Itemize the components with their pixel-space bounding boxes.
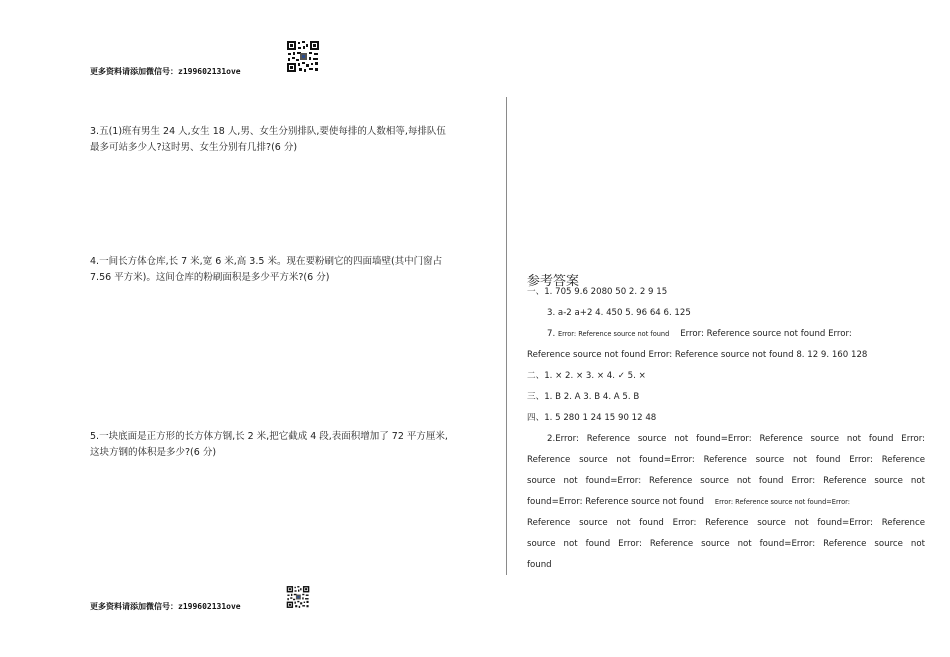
answer-line-3-small: Error: Reference source not found (557, 330, 670, 338)
answer-line-11 (527, 492, 925, 513)
answer-line-9: Reference source not found=Error: Reference source not found Error: Reference (527, 455, 925, 465)
answer-line-3-label: 7. (547, 329, 556, 339)
answer-line-11-small: Error: Reference source not found=Error: (714, 498, 850, 506)
question-3 (90, 124, 490, 156)
qr-code-icon-footer (286, 585, 310, 609)
question-5-line-2: 这块方钢的体积是多少?(6 分) (90, 447, 217, 458)
column-divider (506, 97, 507, 575)
answer-line-11-part-1: found=Error: Reference source not found (527, 497, 704, 507)
answer-line-6: 三、1. B 2. A 3. B 4. A 5. B (527, 392, 640, 402)
answer-line-12: Reference source not found Error: Reference source not found=Error: Reference (527, 518, 925, 528)
question-5 (90, 429, 490, 461)
header-wechat-note: 更多资料请添加微信号：z199602131ove (90, 67, 241, 76)
answer-line-13: source not found Error: Reference source not found=Error: Reference source not (527, 539, 925, 549)
answers-title: 参考答案 (527, 274, 580, 289)
question-3-line-1: 3.五(1)班有男生 24 人,女生 18 人,男、女生分别排队,要使每排的人数相等,每排队伍 (90, 126, 446, 137)
answer-line-5: 二、1. × 2. × 3. × 4. ✓ 5. × (527, 371, 646, 381)
question-4-line-2: 7.56 平方米)。这间仓库的粉刷面积是多少平方米?(6 分) (90, 272, 330, 283)
question-4 (90, 254, 490, 286)
qr-code-icon (286, 40, 320, 73)
question-5-line-1: 5.一块底面是正方形的长方体方钢,长 2 米,把它截成 4 段,表面积增加了 72 平方厘米, (90, 431, 448, 442)
answer-line-3 (527, 324, 925, 345)
answer-line-7: 四、1. 5 280 1 24 15 90 12 48 (527, 413, 657, 423)
answers-block (527, 282, 925, 576)
footer-wechat-note: 更多资料请添加微信号：z199602131ove (90, 602, 241, 611)
answer-line-2: 3. a-2 a+2 4. 450 5. 96 64 6. 125 (547, 308, 691, 318)
answer-line-1: 一、1. 705 9.6 2080 50 2. 2 9 15 (527, 287, 668, 297)
answer-line-10: source not found=Error: Reference source not found Error: Reference source not (527, 476, 925, 486)
answer-line-4: Reference source not found Error: Reference source not found 8. 12 9. 160 128 (527, 350, 868, 360)
question-4-line-1: 4.一间长方体仓库,长 7 米,宽 6 米,高 3.5 米。现在要粉刷它的四面墙壁(其中门窗占 (90, 256, 443, 267)
question-3-line-2: 最多可站多少人?这时男、女生分别有几排?(6 分) (90, 142, 298, 153)
answer-line-8: 2.Error: Reference source not found=Error: Reference source not found Error: (547, 434, 925, 444)
answer-line-14: found (527, 560, 552, 570)
answer-line-3-rest: Error: Reference source not found Error: (680, 329, 852, 339)
